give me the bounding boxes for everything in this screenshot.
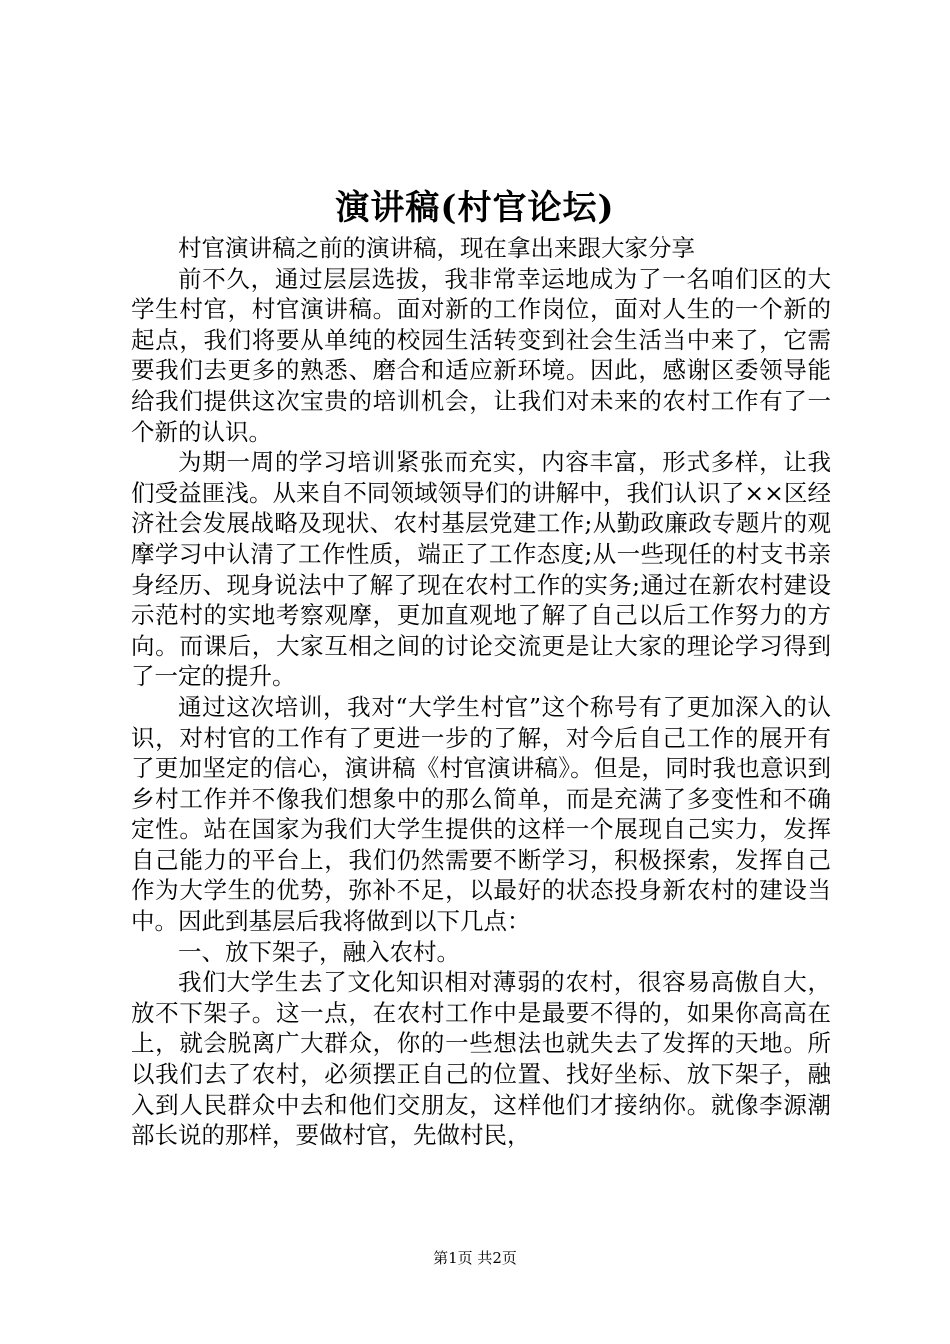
paragraph: 前不久，通过层层选拔，我非常幸运地成为了一名咱们区的大学生村官，村官演讲稿。面对新的工作岗位，面对人生的一个新的起点，我们将要从单纯的校园生活转变到社会生活当中来了，它需要我们去更多的熟悉、磨合和适应新环境。因此，感谢区委领导能给我们提供这次宝贵的培训机会，让我们对未来的农村工作有了一个新的认识。 <box>131 264 831 446</box>
paragraph: 我们大学生去了文化知识相对薄弱的农村，很容易高傲自大，放不下架子。这一点，在农村工作中是最要不得的，如果你高高在上，就会脱离广大群众，你的一些想法也就失去了发挥的天地。所以我们去了农村，必须摆正自己的位置、找好坐标、放下架子，融入到人民群众中去和他们交朋友，这样他们才接纳你。就像李源潮部长说的那样，要做村官，先做村民， <box>131 968 831 1150</box>
paragraph: 通过这次培训，我对“大学生村官”这个称号有了更加深入的认识，对村官的工作有了更进一步的了解，对今后自己工作的展开有了更加坚定的信心，演讲稿《村官演讲稿》。但是，同时我也意识到乡村工作并不像我们想象中的那么简单，而是充满了多变性和不确定性。站在国家为我们大学生提供的这样一个展现自己实力，发挥自己能力的平台上，我们仍然需要不断学习，积极探索，发挥自己作为大学生的优势，弥补不足，以最好的状态投身新农村的建设当中。因此到基层后我将做到以下几点： <box>131 692 831 936</box>
paragraph: 一、放下架子，融入农村。 <box>178 937 460 966</box>
paragraph: 为期一周的学习培训紧张而充实，内容丰富，形式多样，让我们受益匪浅。从来自不同领域领导们的讲解中，我们认识了××区经济社会发展战略及现状、农村基层党建工作;从勤政廉政专题片的观摩学习中认清了工作性质，端正了工作态度;从一些现任的村支书亲身经历、现身说法中了解了现在农村工作的实务;通过在新农村建设示范村的实地考察观摩，更加直观地了解了自己以后工作努力的方向。而课后，大家互相之间的讨论交流更是让大家的理论学习得到了一定的提升。 <box>131 448 831 691</box>
paragraph: 村官演讲稿之前的演讲稿，现在拿出来跟大家分享 <box>178 234 695 262</box>
page-footer: 第1页 共2页 <box>433 1249 517 1267</box>
document-body <box>131 233 831 1151</box>
document-title: 演讲稿(村官论坛) <box>335 188 615 228</box>
